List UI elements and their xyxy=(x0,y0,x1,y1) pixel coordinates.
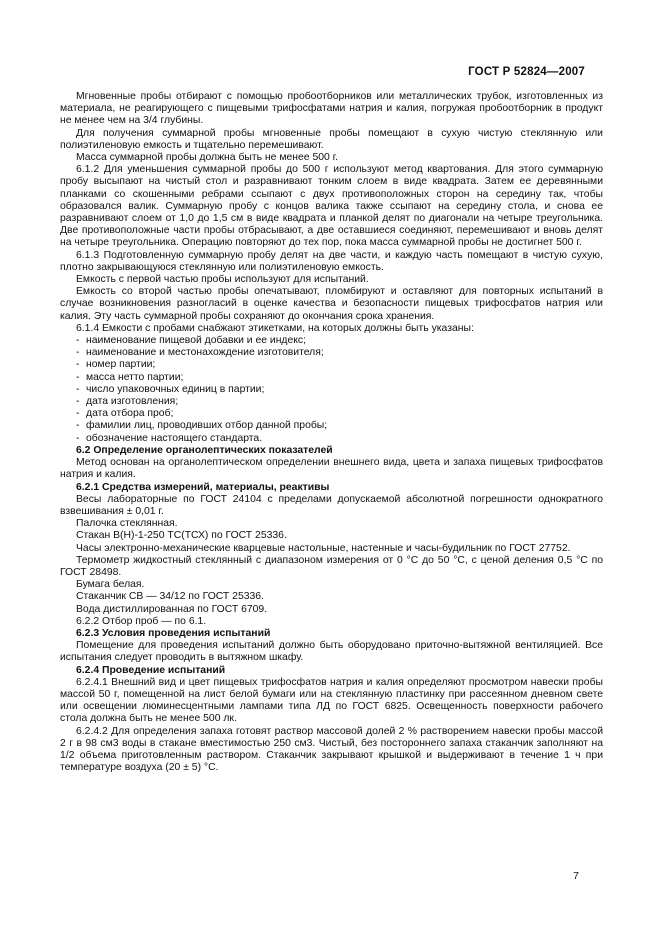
paragraph: Метод основан на органолептическом определении внешнего вида, цвета и запаха пищевых трифосфатов натрия и калия. xyxy=(60,457,603,481)
paragraph: Для получения суммарной пробы мгновенные пробы помещают в сухую чистую стеклянную или полиэтиленовую емкость и тщательно перемешивают. xyxy=(60,127,603,151)
label-list-item: - дата изготовления; xyxy=(76,396,179,408)
paragraph: 6.2.4.1 Внешний вид и цвет пищевых трифосфатов натрия и калия определяют просмотром навески пробы массой 50 г, помещенной на лист белой бумаги или на стеклянную пластинку при рассеянном дневном свете или освещении люминесцентными лампами типа ЛД по ГОСТ 6825. Освещенность поверхности рабочего стола должна быть не менее 500 лк. xyxy=(60,676,603,725)
label-list-item: - наименование пищевой добавки и ее индекс; xyxy=(76,335,307,347)
paragraph: Мгновенные пробы отбирают с помощью пробоотборников или металлических трубок, изготовленных из материала, не реагирующего с пищевыми трифосфатами натрия и калия, погружая пробоотборник в продукт не менее чем на 3/4 глубины. xyxy=(60,91,603,127)
paragraph: Палочка стеклянная. xyxy=(76,518,178,530)
paragraph: Стаканчик СВ — 34/12 по ГОСТ 25336. xyxy=(76,591,264,603)
list-item-text: фамилии лиц, проводивших отбор данной пробы; xyxy=(86,420,328,432)
paragraph: Термометр жидкостный стеклянный с диапазоном измерения от 0 °С до 50 °С, с ценой деления 0,5 °С по ГОСТ 28498. xyxy=(60,554,603,578)
list-item-text: число упаковочных единиц в партии; xyxy=(86,383,265,395)
label-list-item: - наименование и местонахождение изготовителя; xyxy=(76,347,324,359)
section-heading: 6.2 Определение органолептических показателей xyxy=(76,444,333,456)
paragraph: 6.2.4.2 Для определения запаха готовят раствор массовой долей 2 % растворением навески пробы массой 2 г в 98 см3 воды в стакане вместимостью 250 см3. Чистый, без постороннего запаха стаканчик заполняют на 1/2 объема приготовленным раствором. Стаканчик закрывают крышкой и выдерживают в течение 1 ч при температуре воздуха (20 ± 5) °С. xyxy=(60,725,603,774)
list-item-text: масса нетто партии; xyxy=(86,371,184,383)
label-list-item: - масса нетто партии; xyxy=(76,371,184,383)
paragraph: 6.1.4 Емкости с пробами снабжают этикетками, на которых должны быть указаны: xyxy=(76,322,474,334)
paragraph: Весы лабораторные по ГОСТ 24104 с пределами допускаемой абсолютной погрешности однократного взвешивания ± 0,01 г. xyxy=(60,493,603,517)
paragraph: Масса суммарной пробы должна быть не менее 500 г. xyxy=(76,152,339,164)
standard-header: ГОСТ Р 52824—2007 xyxy=(468,66,585,78)
list-item-text: наименование пищевой добавки и ее индекс; xyxy=(86,335,307,347)
document-body xyxy=(60,91,603,774)
paragraph: 6.1.2 Для уменьшения суммарной пробы до 500 г используют метод квартования. Для этого суммарную пробу высыпают на чистый стол и разравнивают тонким слоем в виде квадрата. Затем ее деревянными планками со скошенными ребрами ссыпают с двух противоположных сторон на середину так, чтобы образовался валик. Суммарную пробу с концов валика также ссыпают на середину стола, и снова ее разравнивают слоем от 1,0 до 1,5 см в виде квадрата и планкой делят по диагонали на четыре треугольника. Две противоположные части пробы отбрасывают, а две оставшиеся соединяют, перемешивают и вновь делят на четыре треугольника. Операцию повторяют до тех пор, пока масса суммарной пробы не достигнет 500 г. xyxy=(60,164,603,249)
list-item-text: дата отбора проб; xyxy=(86,408,174,420)
list-item-text: дата изготовления; xyxy=(86,396,179,408)
label-list-item: - номер партии; xyxy=(76,359,156,371)
paragraph: 6.1.3 Подготовленную суммарную пробу делят на две части, и каждую часть помещают в чистую сухую, плотно закрывающуюся стеклянную или полиэтиленовую емкость. xyxy=(60,249,603,273)
list-item-text: обозначение настоящего стандарта. xyxy=(86,432,263,444)
paragraph: Стакан В(Н)-1-250 ТС(ТСХ) по ГОСТ 25336. xyxy=(76,530,287,542)
paragraph: Бумага белая. xyxy=(76,579,145,591)
label-list-item: - число упаковочных единиц в партии; xyxy=(76,383,265,395)
section-heading: 6.2.3 Условия проведения испытаний xyxy=(76,627,271,639)
list-item-text: наименование и местонахождение изготовителя; xyxy=(86,347,324,359)
paragraph: Вода дистиллированная по ГОСТ 6709. xyxy=(76,603,268,615)
paragraph: Емкость с первой частью пробы используют для испытаний. xyxy=(76,274,369,286)
label-list-item: - обозначение настоящего стандарта. xyxy=(76,432,263,444)
page-number: 7 xyxy=(573,870,579,882)
paragraph: Помещение для проведения испытаний должно быть оборудовано приточно-вытяжной вентиляцией. Все испытания следует проводить в вытяжном шкафу. xyxy=(60,640,603,664)
paragraph: Емкость со второй частью пробы опечатывают, пломбируют и оставляют для повторных испытаний в случае возникновения разногласий в оценке качества и безопасности пищевых трифосфатов натрия или калия. Эту часть суммарной пробы сохраняют до окончания срока хранения. xyxy=(60,286,603,322)
section-heading: 6.2.1 Средства измерений, материалы, реактивы xyxy=(76,481,330,493)
paragraph: 6.2.2 Отбор проб — по 6.1. xyxy=(76,615,207,627)
section-heading: 6.2.4 Проведение испытаний xyxy=(76,664,226,676)
label-list-item: - фамилии лиц, проводивших отбор данной пробы; xyxy=(76,420,328,432)
paragraph: Часы электронно-механические кварцевые настольные, настенные и часы-будильник по ГОСТ 27752. xyxy=(76,542,571,554)
label-list-item: - дата отбора проб; xyxy=(76,408,174,420)
list-item-text: номер партии; xyxy=(86,359,156,371)
